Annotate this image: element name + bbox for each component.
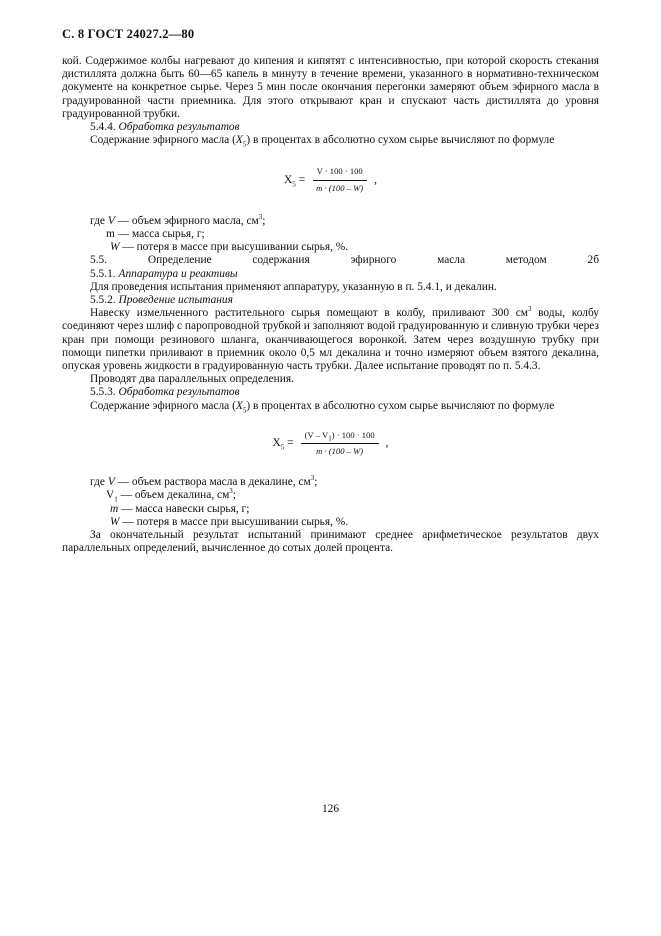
where-2-line-4: W — потеря в массе при высушивании сырья, %. (110, 515, 349, 528)
where-1-line-2: m — масса сырья, г; (106, 228, 205, 241)
paragraph-parallel: Проводят два параллельных определения. (90, 373, 294, 386)
formula-denominator: m · (100 – W) (316, 446, 364, 457)
formula-fraction (301, 429, 379, 458)
paragraph-distillation: кой. Содержимое колбы нагревают до кипения и кипятят с интенсивностью, при которой скорость стекания дистиллята должна быть 60—65 капель в минуту в течение времени, указанного в нормативно-техническом документе на конкретное сырье. Через 5 мин после окончания перегонки замеряют объем эфирного масла в градуированной части приемника. Для этого открывают кран и спускают часть дистиллята до уровня градуированной трубки. (62, 55, 599, 120)
where-1-line-1: где V — объем эфирного масла, $см^3$; (90, 213, 266, 227)
page-number: 126 (321, 803, 340, 815)
section-5-4-4-heading (62, 121, 599, 134)
paragraph-apparatus: Для проведения испытания применяют аппаратуру, указанную в п. 5.4.1, и декалин. (90, 280, 497, 293)
section-5-5-1-heading: 5.5.1. Аппаратура и реактивы (90, 267, 238, 280)
formula-intro-2: Содержание эфирного масла $(X_5)$ в процентах в абсолютно сухом сырье вычисляют по формуле (90, 399, 555, 414)
where-2-line-3: m — масса навески сырья, г; (110, 502, 250, 515)
page-header: С. 8 ГОСТ 24027.2—80 (62, 27, 195, 41)
formula-fraction (312, 165, 367, 194)
section-5-5-3-heading: 5.5.3. Обработка результатов (90, 386, 240, 399)
paragraph-final-result: За окончательный результат испытаний принимают среднее арифметическое результатов двух параллельных определений, вычисленное до сотых долей процента. (62, 529, 599, 555)
where-1-line-3: W — потеря в массе при высушивании сырья, %. (110, 241, 349, 254)
where-2-line-1: где V — объем раствора масла в декалине, $см^3$; (90, 474, 318, 489)
formula-numerator: V · 100 · 100 (313, 165, 367, 180)
formula-numerator: $(V - V_1) \cdot 100 \cdot 100$ (301, 429, 379, 444)
paragraph-procedure: Навеску измельченного растительного сырья помещают в колбу, приливают 300 $см^3$ воды, колбу соединяют через шлиф с паропроводной трубкой и заполняют водой градуированную и сливную трубки через кран при помощи резинового шланга, оканчивающегося воронкой. Затем через воздушную трубку при помощи пипетки приливают в приемник около 0,5 мл декалина и точно измеряют объем взятого декалина, опуская уровень жидкости в градуированную часть трубки. Далее испытание проводят по п. 5.4.3. (62, 305, 599, 373)
formula-2: $X_5$ = $\frac{(V - V_1) \cdot 100 \cdot 100}{m \cdot (100 - W)}$ , (62, 429, 599, 458)
formula-lhs: $X_5$ = (272, 436, 294, 452)
section-title: Обработка результатов (118, 121, 240, 134)
formula-intro-1: Содержание эфирного масла $(X_5)$ в процентах в абсолютно сухом сырье вычисляют по формуле (90, 134, 555, 149)
section-number: 5.4.4. (90, 121, 116, 134)
formula-lhs: $X_5$ = (283, 173, 306, 188)
page-content (62, 55, 599, 556)
section-5-5-heading: 5.5. Определение содержания эфирного масла методом 2б (90, 254, 599, 267)
formula-denominator: m · (100 – W) (316, 182, 364, 193)
section-5-5-2-heading: 5.5.2. Проведение испытания (90, 294, 233, 307)
where-2-line-2: $V_1$ — объем декалина, $см^3$; (106, 487, 236, 504)
formula-1: $X_5$ = $\frac{V \cdot 100 \cdot 100}{m \cdot (100 - W)}$ , (62, 165, 599, 194)
